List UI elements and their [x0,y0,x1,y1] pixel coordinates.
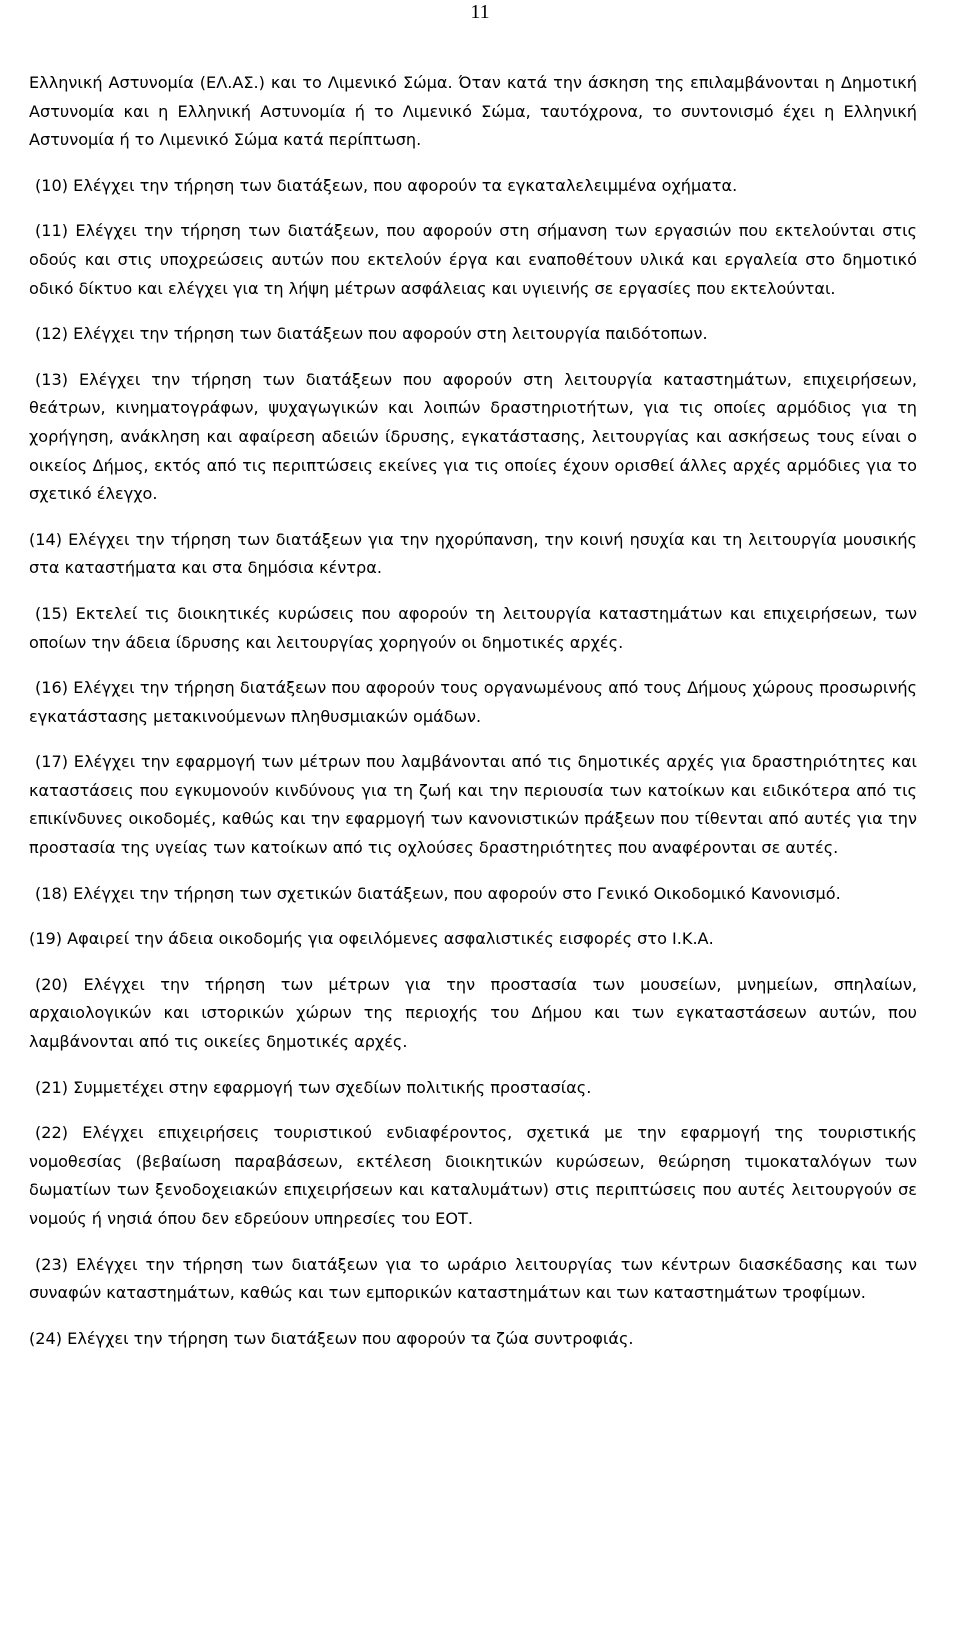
paragraph-item-21: (21) Συμμετέχει στην εφαρμογή των σχεδίων πολιτικής προστασίας. [35,1077,592,1097]
paragraph-item-14: (14) Ελέγχει την τήρηση των διατάξεων για την ηχορύπανση, την κοινή ησυχία και τη λειτουργία μουσικής στα καταστήματα και στα δημόσια κέντρα. [29,529,917,578]
paragraph-item-16: (16) Ελέγχει την τήρηση διατάξεων που αφορούν τους οργανωμένους από τους Δήμους χώρους προσωρινής εγκατάστασης μετακινούμενων πληθυσμιακών ομάδων. [29,678,917,726]
paragraph-item-12: (12) Ελέγχει την τήρηση των διατάξεων που αφορούν στη λειτουργία παιδότοπων. [35,324,708,344]
paragraph-item-20: (20) Ελέγχει την τήρηση των μέτρων για την προστασία των μουσείων, μνημείων, σπηλαίων, αρχαιολογικών και ιστορικών χώρων της περιοχής του Δήμου και των εγκαταστάσεων αυτών, που λαμβάνονται από τις οικείες δημοτικές αρχές. [29,974,917,1052]
paragraph-item-19: (19) Αφαιρεί την άδεια οικοδομής για οφειλόμενες ασφαλιστικές εισφορές στο Ι.Κ.Α. [29,929,714,949]
paragraph-item-18: (18) Ελέγχει την τήρηση των σχετικών διατάξεων, που αφορούν στο Γενικό Οικοδομικό Κανονισμό. [35,883,841,903]
paragraph-item-23: (23) Ελέγχει την τήρηση των διατάξεων για το ωράριο λειτουργίας των κέντρων διασκέδασης και των συναφών καταστημάτων, καθώς και των εμπορικών καταστημάτων και των καταστημάτων τροφίμων. [29,1254,917,1303]
paragraph-item-13: (13) Ελέγχει την τήρηση των διατάξεων που αφορούν στη λειτουργία καταστημάτων, επιχειρήσεων, θεάτρων, κινηματογράφων, ψυχαγωγικών και λοιπών δραστηριοτήτων, για τις οποίες αρμόδιος για τη χορήγηση, ανάκληση και αφαίρεση αδειών ίδρυσης, εγκατάστασης, λειτουργίας και ασκήσεως τους είναι ο οικείος Δήμος, εκτός από τις περιπτώσεις εκείνες για τις οποίες έχουν ορισθεί άλλες αρχές αρμόδιες για το σχετικό έλεγχο. [29,369,917,504]
paragraph-item-22: (22) Ελέγχει επιχειρήσεις τουριστικού ενδιαφέροντος, σχετικά με την εφαρμογή της τουριστικής νομοθεσίας (βεβαίωση παραβάσεων, εκτέλεση διοικητικών κυρώσεων, θεώρηση τιμοκαταλόγων των δωματίων των ξενοδοχειακών επιχειρήσεων και καταλυμάτων) στις περιπτώσεις που αυτές λειτουργούν σε νομούς ή νησιά όπου δεν εδρεύουν υπηρεσίες του ΕΟΤ. [29,1123,917,1228]
paragraph-item-17: (17) Ελέγχει την εφαρμογή των μέτρων που λαμβάνονται από τις δημοτικές αρχές για δραστηριότητες και καταστάσεις που εγκυμονούν κινδύνους για τη ζωή και την περιουσία των κατοίκων και ειδικότερα από τις επικίνδυνες οικοδομές, καθώς και την εφαρμογή των κανονιστικών πράξεων που τίθενται από αυτές για την προστασία της υγείας των κατοίκων από τις οχλούσες δραστηριότητες που αναφέρονται σε αυτές. [29,752,917,858]
paragraph-item-24: (24) Ελέγχει την τήρηση των διατάξεων που αφορούν τα ζώα συντροφιάς. [29,1328,634,1348]
paragraph-item-10: (10) Ελέγχει την τήρηση των διατάξεων, που αφορούν τα εγκαταλελειμμένα οχήματα. [35,175,738,195]
paragraph-continuation: Ελληνική Αστυνομία (ΕΛ.ΑΣ.) και το Λιμενικό Σώμα. Όταν κατά την άσκηση της επιλαμβάνονται η Δημοτική Αστυνομία και η Ελληνική Αστυνομία ή το Λιμενικό Σώμα, ταυτόχρονα, το συντονισμό έχει η Ελληνική Αστυνομία ή το Λιμενικό Σώμα κατά περίπτωση. [29,73,917,150]
page-number: 11 [470,1,490,23]
paragraph-item-15: (15) Εκτελεί τις διοικητικές κυρώσεις που αφορούν τη λειτουργία καταστημάτων και επιχειρήσεων, των οποίων την άδεια ίδρυσης και λειτουργίας χορηγούν οι δημοτικές αρχές. [29,603,917,652]
document-body [29,69,917,1370]
paragraph-item-11: (11) Ελέγχει την τήρηση των διατάξεων, που αφορούν στη σήμανση των εργασιών που εκτελούνται στις οδούς και στις υποχρεώσεις αυτών που εκτελούν έργα και εναποθέτουν υλικά και εργαλεία στο δημοτικό οδικό δίκτυο και ελέγχει για τη λήψη μέτρων ασφάλειας και υγιεινής σε εργασίες που εκτελούνται. [29,221,917,298]
